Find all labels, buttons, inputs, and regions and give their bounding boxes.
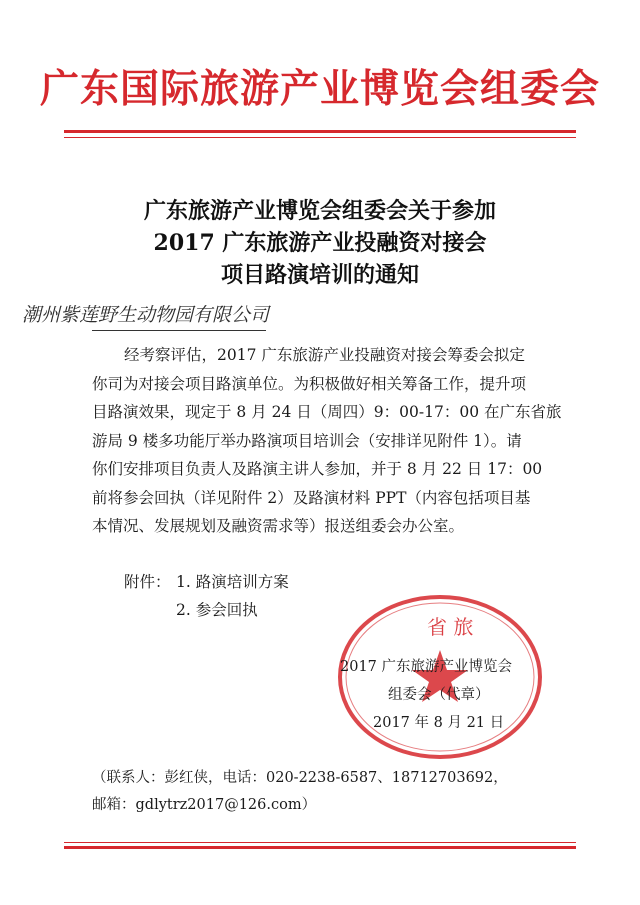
- body-line: 你们安排项目负责人及路演主讲人参加，并于 8 月 22 日 17：00: [92, 460, 543, 478]
- signature-committee: 组委会（代章）: [388, 687, 490, 703]
- header-rule-thick: [64, 130, 576, 133]
- official-seal-stamp: [335, 592, 545, 762]
- body-line: 目路演效果，现定于 8 月 24 日（周四）9：00-17：00 在广东省旅: [92, 403, 562, 421]
- body-line: 前将参会回执（详见附件 2）及路演材料 PPT（内容包括项目基: [92, 488, 531, 507]
- signature-date: 2017 年 8 月 21 日: [373, 715, 505, 731]
- body-line: 你司为对接会项目路演单位。为积极做好相关筹备工作，提升项: [92, 374, 527, 393]
- attachment-item-2: 2. 参会回执: [176, 601, 258, 619]
- addressee-underline: [92, 330, 266, 331]
- addressee-handwritten: 潮州紫莲野生动物园有限公司: [22, 304, 270, 326]
- doc-title-line-2: 2017 广东旅游产业投融资对接会: [153, 230, 487, 256]
- body-paragraph: [92, 341, 588, 541]
- doc-title-line-3: 项目路演培训的通知: [220, 262, 419, 288]
- body-line: 游局 9 楼多功能厅举办路演项目培训会（安排详见附件 1）。请: [92, 431, 522, 450]
- attachment-item-1: 1. 路演培训方案: [176, 573, 289, 591]
- contact-email: 邮箱：gdlytrz2017@126.com）: [92, 797, 317, 813]
- contact-line-1: （联系人：彭红侠，电话：020-2238-6587、18712703692，: [92, 770, 508, 786]
- body-line: 经考察评估，2017 广东旅游产业投融资对接会筹委会拟定: [124, 346, 525, 364]
- org-header-title: 广东国际旅游产业博览会组委会: [39, 67, 600, 112]
- header-rule-thin: [64, 137, 576, 138]
- footer-rule-thin: [64, 842, 576, 843]
- doc-title-line-1: 广东旅游产业博览会组委会关于参加: [143, 198, 496, 224]
- seal-text: 省 旅: [427, 615, 474, 639]
- signature-org: 2017 广东旅游产业博览会: [340, 659, 513, 675]
- body-line: 本情况、发展规划及融资需求等）报送组委会办公室。: [92, 517, 465, 535]
- attachments-label: 附件：: [124, 573, 171, 591]
- footer-rule-thick: [64, 846, 576, 849]
